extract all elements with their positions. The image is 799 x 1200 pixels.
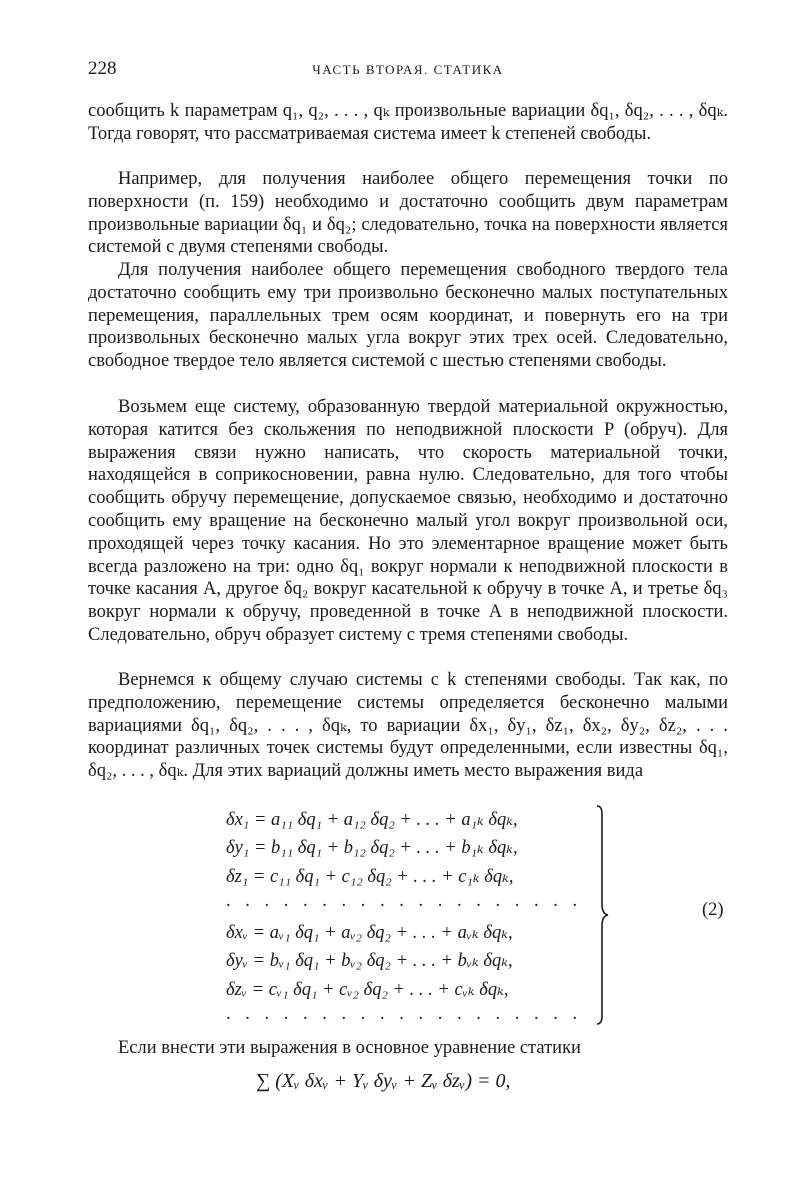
paragraph-hoop: Возьмем еще систему, образованную твердой материальной окружностью, которая катится без скольжения по неподвижной плоскости P (обруч). Для выражения связи нужно написать, что скорость материальной точки, находящейся в соприкосновении, равна нулю. Следовательно, для того чтобы сообщить обручу перемещение, допускаемое связью, необходимо и достаточно сообщить ему вращение на бесконечно малый угол вокруг произвольной оси, проходящей через точку касания. Но это элементарное вращение может быть всегда разложено на три: одно δq₁ вокруг нормали к неподвижной плоскости в точке касания A, другое δq₂ вокруг касательной к обручу в точке A, и третье δq₃ вокруг нормали к обручу, проведенной в точке A в неподвижной плоскости. Следовательно, обруч образует систему с тремя степенями свободы. xyxy=(88,397,728,645)
equation-row: δy₁ = b₁₁ δq₁ + b₁₂ δq₂ + . . . + b₁ₖ δqₖ, xyxy=(226,838,518,859)
paragraph-rigid-body: Для получения наиболее общего перемещения свободного твердого тела достаточно сообщить ему три произвольно бесконечно малых поступательных перемещения, параллельных трем осям координат, и повернуть его на три произвольных бесконечно малых угла вокруг этих трех осей. Следовательно, свободное твердое тело является системой с шестью степенями свободы. xyxy=(88,260,728,372)
page-number: 228 xyxy=(88,58,117,79)
right-brace-icon xyxy=(596,804,610,1026)
equation-row: δx₁ = a₁₁ δq₁ + a₁₂ δq₂ + . . . + a₁ₖ δqₖ, xyxy=(226,810,518,830)
equation-row: δxᵥ = aᵥ₁ δq₁ + aᵥ₂ δq₂ + . . . + aᵥₖ δqₖ, xyxy=(226,923,513,944)
equation-ellipsis-row: . . . . . . . . . . . . . . . . . . . xyxy=(226,890,583,911)
paragraph-surface-point: Например, для получения наиболее общего перемещения точки по поверхности (п. 159) необходимо и достаточно сообщить двум параметрам произвольные вариации δq₁ и δq₂; следовательно, точка на поверхности является системой с двумя степенями свободы. xyxy=(88,169,728,258)
closing-sentence: Если внести эти выражения в основное уравнение статики xyxy=(118,1038,581,1058)
equation-row: δyᵥ = bᵥ₁ δq₁ + bᵥ₂ δq₂ + . . . + bᵥₖ δqₖ, xyxy=(226,951,513,972)
equation-number: (2) xyxy=(702,900,724,920)
paragraph-general-case: Вернемся к общему случаю системы с k степенями свободы. Так как, по предположению, перемещение системы определяется бесконечно малыми вариациями δq₁, δq₂, . . . , δqₖ, то вариации δx₁, δy₁, δz₁, δx₂, δy₂, δz₂, . . . координат различных точек системы будут определенными, если известны δq₁, δq₂, . . . , δqₖ. Для этих вариаций должны иметь место выражения вида xyxy=(88,670,728,782)
page-header xyxy=(88,58,728,88)
equation-row: δzᵥ = cᵥ₁ δq₁ + cᵥ₂ δq₂ + . . . + cᵥₖ δqₖ, xyxy=(226,979,509,1000)
equation-row: δz₁ = c₁₁ δq₁ + c₁₂ δq₂ + . . . + c₁ₖ δqₖ, xyxy=(226,866,514,887)
equation-system xyxy=(226,806,606,1032)
equation-ellipsis-row: . . . . . . . . . . . . . . . . . . . xyxy=(226,1004,583,1025)
running-head: ЧАСТЬ ВТОРАЯ. СТАТИКА xyxy=(312,62,504,77)
statics-equation: ∑ (Xᵥ δxᵥ + Yᵥ δyᵥ + Zᵥ δzᵥ) = 0, xyxy=(256,1070,511,1092)
paragraph-continuation: сообщить k параметрам q₁, q₂, . . . , qₖ произвольные вариации δq₁, δq₂, . . . , δqₖ. Тогда говорят, что рассматриваемая система имеет k степеней свободы. xyxy=(88,101,728,144)
